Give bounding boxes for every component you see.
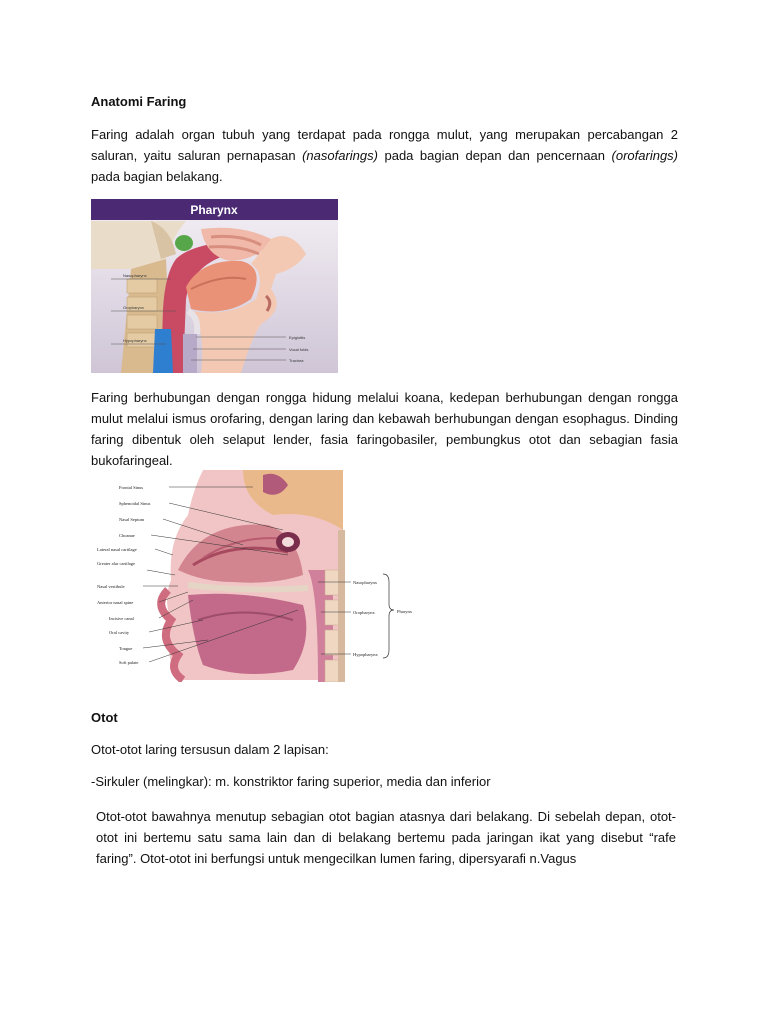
label-epiglottis: Epiglottis (289, 335, 306, 340)
label2-oropharynx: Oropharynx (353, 610, 375, 615)
sagittal-section-figure (93, 470, 415, 682)
label-sphenoidal-sinus: Sphenoidal Sinus (119, 501, 151, 506)
label-soft-palate: Soft palate (119, 660, 139, 665)
label-frontal-sinus: Frontal Sinus (119, 485, 144, 490)
label-nasopharynx: Nasopharynx (123, 273, 147, 278)
label-lateral-nasal-cartilage: Lateral nasal cartilage (97, 547, 137, 552)
label-anterior-nasal-spine: Anterior nasal spine (97, 600, 134, 605)
section-heading-otot: Otot (91, 710, 118, 725)
intro-term-nasofarings: (nasofarings) (302, 148, 378, 163)
intro-term-orofarings: (orofarings) (611, 148, 679, 163)
label-nasal-vestibule: Nasal vestibule (97, 584, 125, 589)
label2-nasopharynx: Nasopharynx (353, 580, 377, 585)
layers-intro-line: Otot-otot laring tersusun dalam 2 lapisan: (91, 742, 329, 757)
label-pharynx-brace: Pharynx (397, 609, 412, 614)
body-paragraph-2: Faring berhubungan dengan rongga hidung melalui koana, kedepan berhubungan dengan rongga mulut melalui ismus orofaring, dengan laring dan kebawah berhubungan dengan esophagus. Dinding faring dibentuk oleh selaput lender, fasia faringobasiler, pembungkus otot dan sebagian fasia bukofaringeal. (91, 390, 678, 468)
muscle-description-paragraph: Otot-otot bawahnya menutup sebagian otot bagian atasnya dari belakang. Di sebelah depan, otot-otot ini bertemu satu sama lain dan di belakang bertemu pada jaringan ikat yang disebut “rafe faring”. Otot-otot ini berfungsi untuk mengecilkan lumen faring, dipersyarafi n.Vagus (96, 809, 676, 866)
label-oropharynx: Oropharynx (123, 305, 144, 310)
label-trachea: Trachea (289, 358, 304, 363)
label-oral-cavity: Oral cavity (109, 630, 130, 635)
label2-hypopharynx: Hypopharynx (353, 652, 378, 657)
pharynx-figure-title: Pharynx (190, 203, 238, 217)
label-vocal-folds: Vocal folds (289, 347, 309, 352)
label-greater-alar-cartilage: Greater alar cartilage (97, 561, 135, 566)
intro-text-1: Faring adalah organ tubuh yang terdapat pada rongga mulut, yang merupakan percabangan 2 saluran, yaitu saluran pernapasan (91, 127, 678, 163)
intro-paragraph (91, 124, 678, 187)
label-nasal-septum: Nasal Septum (119, 517, 145, 522)
label-tongue: Tongue (119, 646, 133, 651)
label-choanae: Choanae (119, 533, 135, 538)
intro-text-3: pada bagian belakang. (91, 169, 223, 184)
pharynx-figure (91, 199, 338, 373)
label-hypopharynx: Hypopharynx (123, 338, 147, 343)
page-title: Anatomi Faring (91, 94, 187, 109)
label-incisive-canal: Incisive canal (109, 616, 134, 621)
intro-text-2: pada bagian depan dan pencernaan (377, 148, 612, 163)
circular-muscle-line: -Sirkuler (melingkar): m. konstriktor faring superior, media dan inferior (91, 774, 491, 789)
